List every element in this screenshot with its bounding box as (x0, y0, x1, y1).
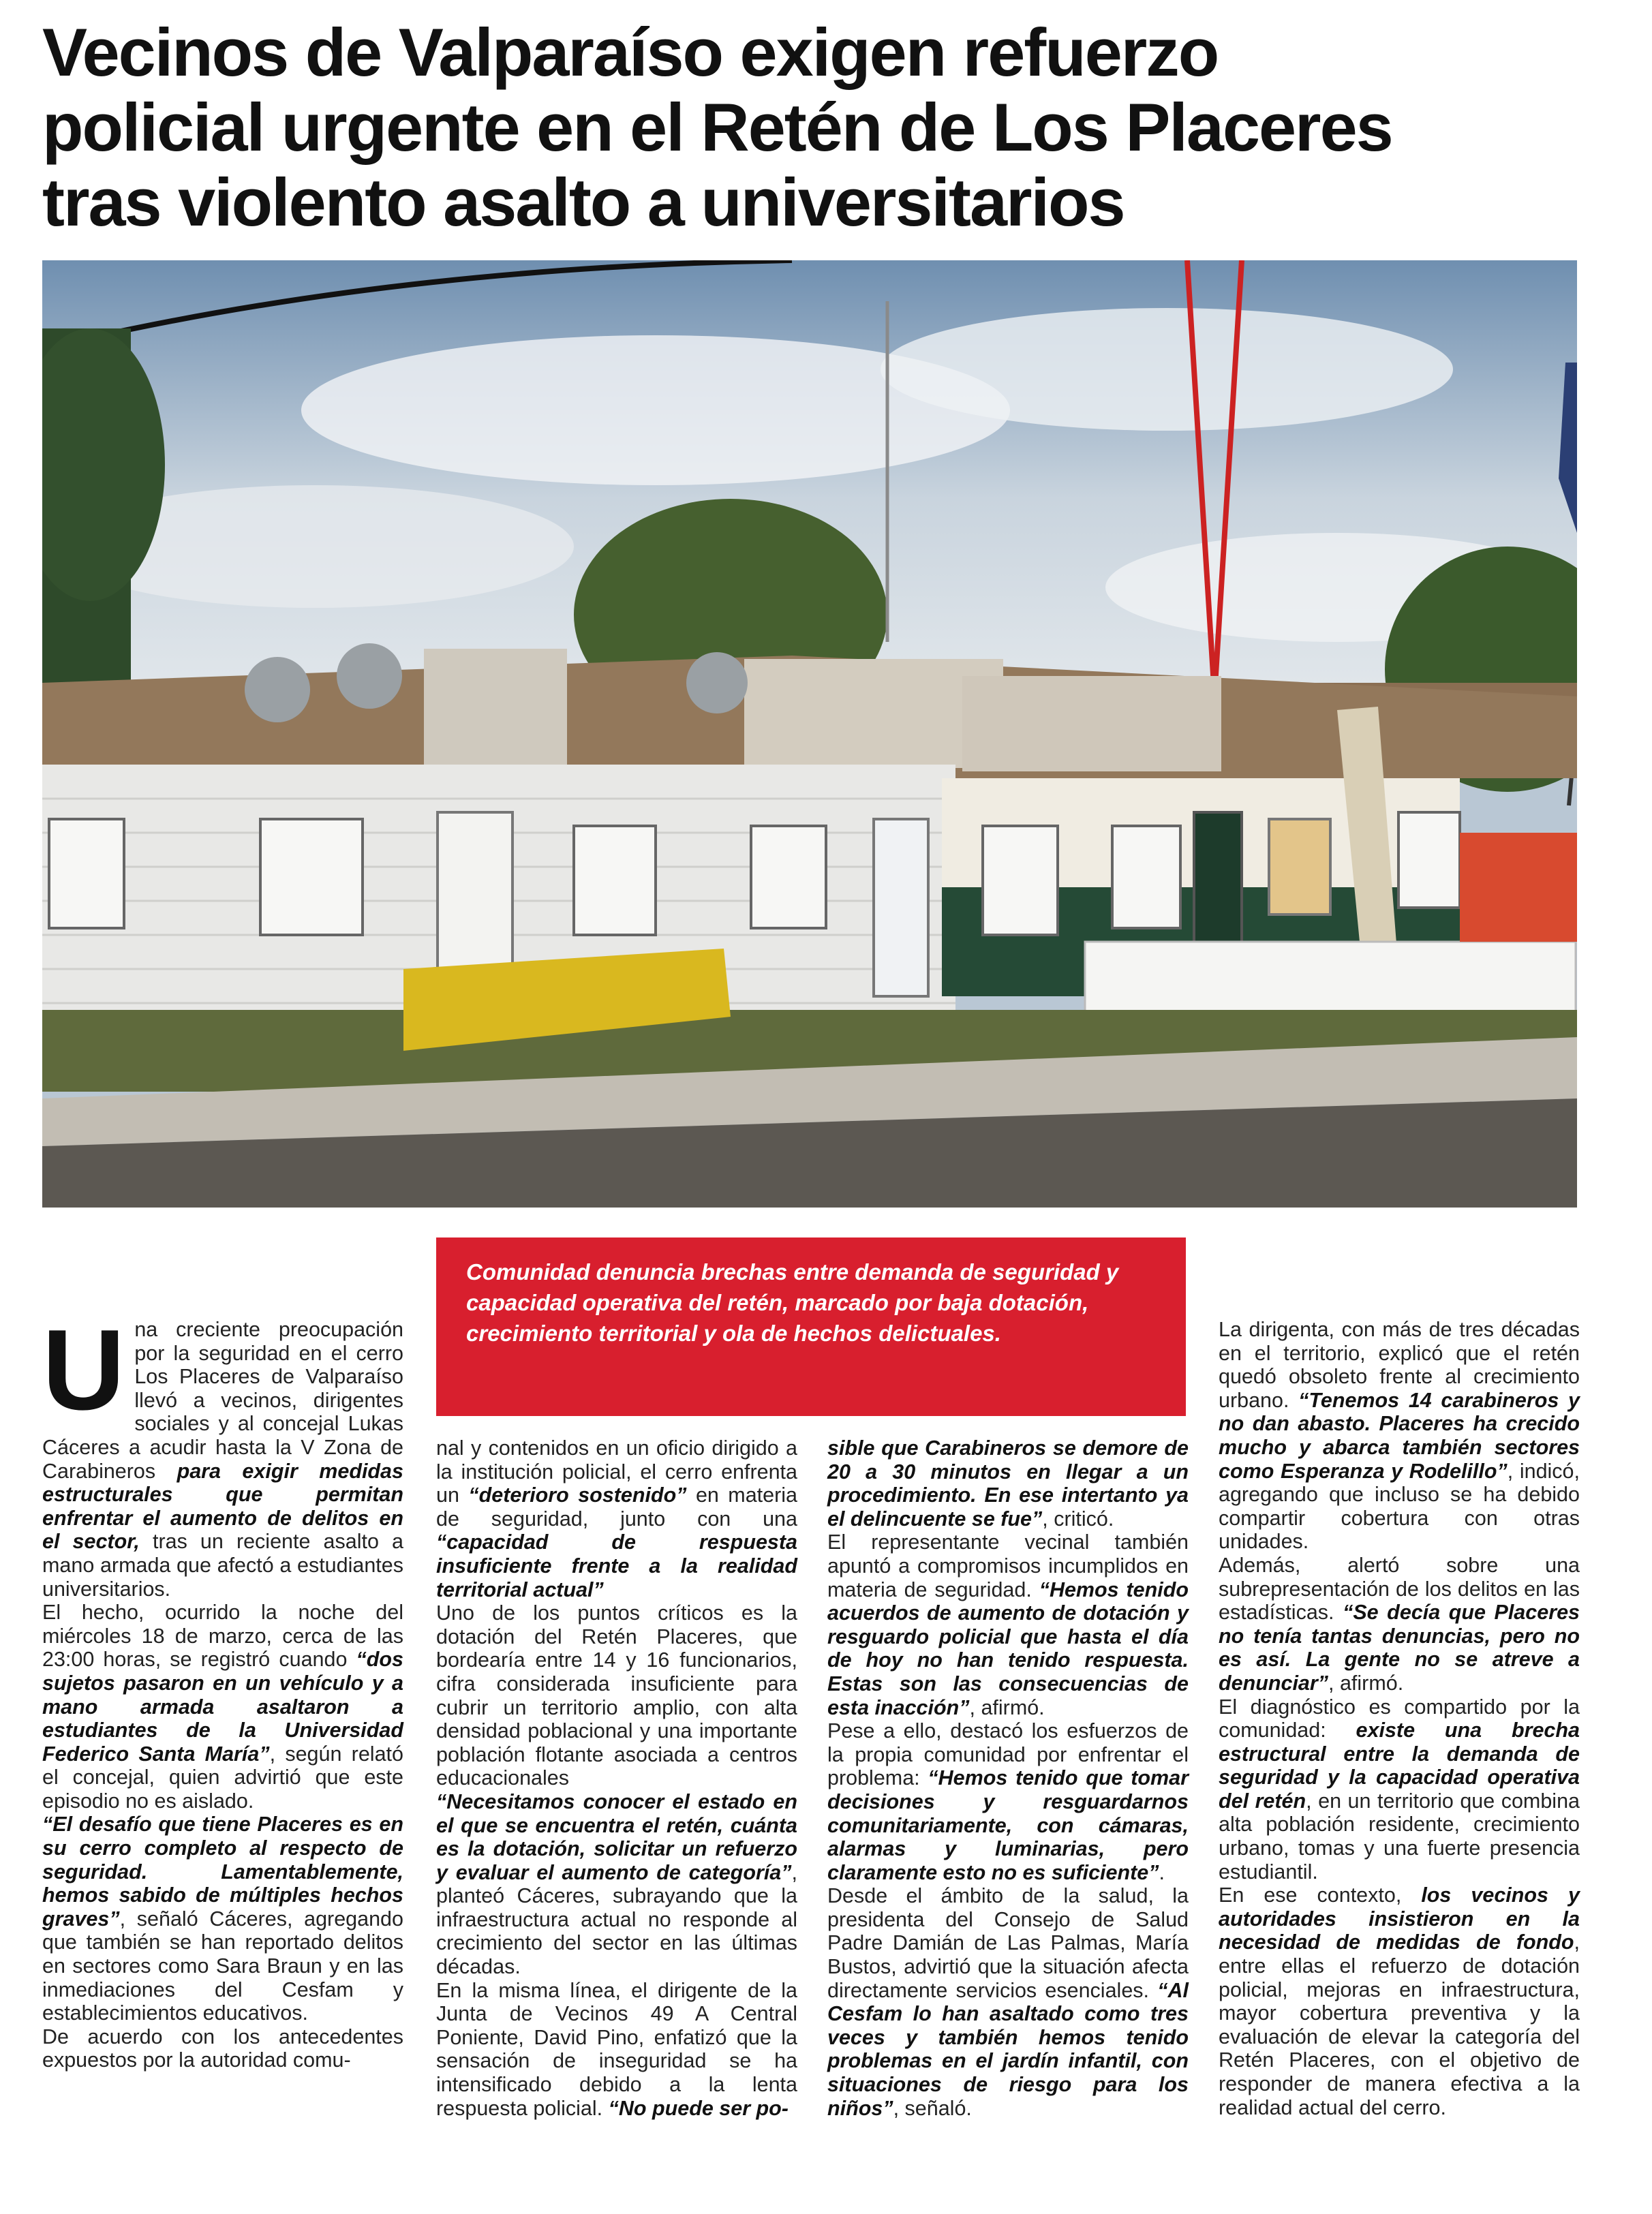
paragraph-text: tras un reciente asalto a mano armada que afectó a estudiantes universitarios. (42, 1530, 403, 1601)
article-paragraph (436, 1790, 797, 1979)
news-photo-police-station (42, 260, 1577, 1208)
article-paragraph (1219, 1554, 1580, 1695)
paragraph-text: , según relató el concejal, quien advirtió que este episodio no es aislado. (42, 1742, 403, 1813)
bold-quote: “capacidad de respuesta insuficiente frente a la realidad territorial actual” (436, 1531, 797, 1601)
drop-cap: U (42, 1306, 125, 1434)
article-column-1 (42, 1306, 403, 2072)
paragraph-text: , en un territorio que combina alta población residente, crecimiento urbano, tomas y una fuerte presencia estudiantil. (1219, 1789, 1580, 1884)
bold-quote: “El desafío que tiene Placeres es en su cerro completo al respecto de seguridad. Lamentablemente, hemos sabido de múltiples hechos graves” (42, 1813, 403, 1931)
paragraph-text: El representante vecinal también apuntó a compromisos incumplidos en materia de seguridad. (827, 1531, 1189, 1601)
paragraph-text: . (1159, 1860, 1165, 1884)
article-paragraph (42, 1601, 403, 1813)
headline-line: policial urgente en el Retén de Los Placeres (42, 89, 1392, 165)
bold-quote: existe una brecha estructural entre la demanda de seguridad y la capacidad operativa del retén (1219, 1719, 1580, 1813)
bold-quote: los vecinos y autoridades insistieron en la necesidad de medidas de fondo (1219, 1884, 1580, 1954)
paragraph-text: na creciente preocupación por la seguridad en el cerro Los Placeres de Valparaíso llevó a vecinos, dirigentes sociales y al concejal Lukas Cáceres a acudir hasta la V Zona de Carabineros (42, 1318, 403, 1483)
paragraph-text: , afirmó. (1328, 1671, 1404, 1695)
article-column-3 (827, 1436, 1189, 2120)
paragraph-text: En la misma línea, el dirigente de la Junta de Vecinos 49 A Central Poniente, David Pino, enfatizó que la sensación de inseguridad se ha intensificado debido a la lenta respuesta policial. (436, 1978, 797, 2120)
article-paragraph (42, 1306, 403, 1601)
article-paragraph (436, 1979, 797, 2121)
article-paragraph (436, 1436, 797, 1601)
bold-quote: “Se decía que Placeres no tenía tantas denuncias, pero no es así. La gente no se atreve a denunciar” (1219, 1601, 1580, 1695)
article-paragraph (1219, 1695, 1580, 1884)
paragraph-text: , planteó Cáceres, subrayando que la infraestructura actual no responde al crecimiento del sector en las últimas décadas. (436, 1860, 797, 1979)
article-column-4 (1219, 1318, 1580, 2119)
paragraph-text: Pese a ello, destacó los esfuerzos de la propia comunidad por enfrentar el problema: (827, 1719, 1189, 1790)
paragraph-text: La dirigenta, con más de tres décadas en el territorio, explicó que el retén quedó obsoleto frente al crecimiento urbano. (1219, 1318, 1580, 1412)
paragraph-text: De acuerdo con los antecedentes expuestos por la autoridad comu- (42, 2025, 403, 2072)
article-paragraph (827, 1531, 1189, 1719)
headline (42, 15, 1610, 240)
article-paragraph (827, 1436, 1189, 1531)
article-paragraph (42, 2025, 403, 2072)
bold-quote: “Tenemos 14 carabineros y no dan abasto. Placeres ha crecido mucho y abarca también sectores como Esperanza y Rodelillo” (1219, 1388, 1580, 1483)
headline-line: tras violento asalto a universitarios (42, 164, 1125, 240)
bold-quote: “Al Cesfam lo han asaltado como tres veces y también hemos tenido problemas en el jardín infantil, con situaciones de riesgo para los niños” (827, 1978, 1189, 2120)
bold-quote: “No puede ser po- (608, 2096, 789, 2120)
headline-line: Vecinos de Valparaíso exigen refuerzo (42, 14, 1219, 90)
paragraph-text: , entre ellas el refuerzo de dotación policial, mejoras en infraestructura, mayor cobertura preventiva y la evaluación de elevar la categoría del Retén Placeres, con el objetivo de responder de manera efectiva a la realidad actual del cerro. (1219, 1931, 1580, 2119)
paragraph-text: Además, alertó sobre una subrepresentación de los delitos en las estadísticas. (1219, 1553, 1580, 1625)
bold-quote: sible que Carabineros se demore de 20 a 30 minutos en llegar a un procedimiento. En ese intertanto ya el delincuente se fue” (827, 1436, 1189, 1531)
paragraph-text: en materia de seguridad, junto con una (436, 1483, 797, 1531)
article-paragraph (827, 1719, 1189, 1884)
bold-quote: “Hemos tenido acuerdos de aumento de dotación y resguardo policial que hasta el día de hoy no han tenido respuesta. Estas son las consecuencias de esta inacción” (827, 1578, 1189, 1719)
article-paragraph (827, 1884, 1189, 2120)
paragraph-text: , indicó, agregando que incluso se ha debido compartir cobertura con otras unidades. (1219, 1459, 1580, 1554)
paragraph-text: nal y contenidos en un oficio dirigido a la institución policial, el cerro enfrenta un (436, 1436, 797, 1507)
paragraph-text: El diagnóstico es compartido por la comunidad: (1219, 1695, 1580, 1742)
article-paragraph (436, 1601, 797, 1790)
photo-caption: Comunidad denuncia brechas entre demanda de seguridad y capacidad operativa del retén, marcado por baja dotación, crecimiento territorial y ola de hechos delictuales. (436, 1237, 1186, 1416)
article-paragraph (42, 1813, 403, 2025)
article-paragraph (1219, 1884, 1580, 2119)
paragraph-text: El hecho, ocurrido la noche del miércoles 18 de marzo, cerca de las 23:00 horas, se registró cuando (42, 1601, 403, 1672)
article-paragraph (1219, 1318, 1580, 1554)
paragraph-text: , afirmó. (969, 1695, 1045, 1719)
paragraph-text: , señaló. (893, 2096, 972, 2120)
paragraph-text: Uno de los puntos críticos es la dotación del Retén Placeres, que bordearía entre 14 y 16 funcionarios, cifra considerada insuficiente para cubrir un territorio amplio, con alta densidad poblacional y una importante población flotante asociada a centros educacionales (436, 1601, 797, 1790)
paragraph-text: En ese contexto, (1219, 1884, 1422, 1907)
bold-quote: para exigir medidas estructurales que permitan enfrentar el aumento de delitos en el sector, (42, 1459, 403, 1554)
bold-quote: “deterioro sostenido” (468, 1483, 687, 1507)
article-column-2 (436, 1436, 797, 2120)
bold-quote: “Hemos tenido que tomar decisiones y resguardarnos comunitariamente, con cámaras, alarmas y luminarias, pero claramente esto no es suficiente” (827, 1766, 1189, 1884)
paragraph-text: , señaló Cáceres, agregando que también se han reportado delitos en sectores como Sara Braun y en las inmediaciones del Cesfam y establecimientos educativos. (42, 1907, 403, 2025)
paragraph-text: , criticó. (1042, 1507, 1114, 1531)
paragraph-text: Desde el ámbito de la salud, la presidenta del Consejo de Salud Padre Damián de Las Palmas, María Bustos, advirtió que la situación afecta directamente servicios esenciales. (827, 1884, 1189, 2002)
bold-quote: “dos sujetos pasaron en un vehículo y a mano armada asaltaron a estudiantes de la Universidad Federico Santa María” (42, 1648, 403, 1766)
bold-quote: “Necesitamos conocer el estado en el que se encuentra el retén, cuánta es la dotación, solicitar un refuerzo y evaluar el aumento de categoría” (436, 1789, 797, 1884)
